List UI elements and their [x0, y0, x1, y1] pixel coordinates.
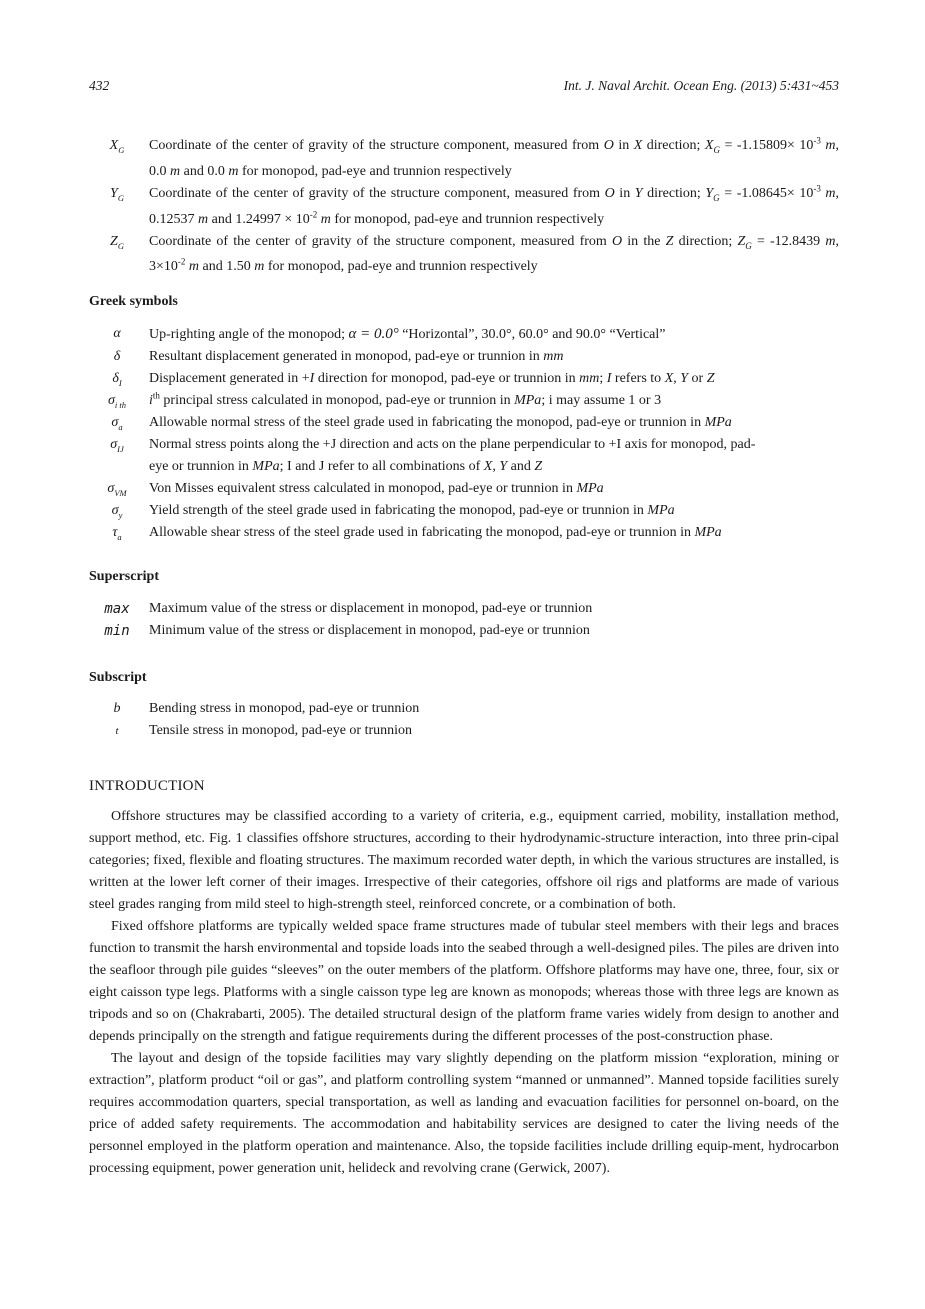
nomenclature-row: $\sigma_y$ Yield strength of the steel grade used in fabricating the monopod, pad-eye or trunnion in MPa [89, 500, 839, 522]
nomenclature-row [89, 183, 839, 231]
paragraph: The layout and design of the topside facilities may vary slightly depending on the platform mission “exploration, mining or extraction”, platform product “oil or gas”, and platform controlling system “manned or unmanned”. Manned topside facilities surely requires accommodation quarters, special transportation, as well as landing and evacuation facilities for personnel on-board, on the price of added safety requirements. The accommodation and habitability services are designed to cater the living needs of the personnel employed in the platform operation and maintenance. Also, the topside facilities include drilling equip-ment, hydrocarbon processing equipment, power generation unit, helideck and revolving crane (Gerwick, 2007). [89, 1051, 839, 1176]
superscript-heading: Superscript [89, 569, 159, 584]
page-number: 432 [89, 78, 110, 93]
nomenclature-symbol: $\sigma_{IJ}$ [110, 437, 124, 454]
nomenclature-symbol: t [115, 725, 119, 737]
nomenclature-symbol: α [113, 326, 121, 341]
nomenclature-symbol: $\sigma_{i th}$ [107, 393, 126, 410]
nomenclature-symbol: $\sigma_a$ [111, 415, 123, 432]
nomenclature-row [89, 135, 839, 183]
page-header [89, 78, 839, 98]
nomenclature-row: α Up-righting angle of the monopod; α = 0.0° “Horizontal”, 30.0°, 60.0° and 90.0° “Vertical” [89, 323, 839, 346]
superscript-nomenclature [89, 598, 839, 642]
subscript-nomenclature [89, 698, 839, 742]
nomenclature-row: max Maximum value of the stress or displacement in monopod, pad-eye or trunnion [89, 598, 839, 620]
nomenclature-symbol: b [113, 701, 121, 716]
nomenclature-description: Coordinate of the center of gravity of the structure component, measured from O in the Z direction; $Z_G = -12.8439$ m, $3\times 10^{-2}$ m and 1.50 m for monopod, pad-eye and trunnion respectively [149, 233, 839, 275]
introduction-heading: INTRODUCTION [89, 778, 205, 794]
nomenclature-symbol: $Y_G$ [110, 185, 124, 203]
nomenclature-row: $\delta_I$ Displacement generated in +I direction for monopod, pad-eye or trunnion in mm; I refers to X, Y or Z [89, 368, 839, 390]
nomenclature-row: min Minimum value of the stress or displacement in monopod, pad-eye or trunnion [89, 620, 839, 642]
nomenclature-row [89, 231, 839, 279]
greek-nomenclature [89, 323, 839, 544]
nomenclature-symbol: max [104, 601, 130, 617]
introduction-body [89, 806, 839, 1180]
nomenclature-symbol: δ [113, 349, 121, 364]
nomenclature-row: t Tensile stress in monopod, pad-eye or trunnion [89, 720, 839, 742]
nomenclature-row: b Bending stress in monopod, pad-eye or trunnion [89, 698, 839, 720]
nomenclature-row: $\sigma_{VM}$ Von Misses equivalent stress calculated in monopod, pad-eye or trunnion in MPa [89, 478, 839, 500]
nomenclature-row: $\sigma_{i th}$ $i^{th}$ principal stress calculated in monopod, pad-eye or trunnion in MPa; i may assume 1 or 3 [89, 390, 839, 412]
nomenclature-description: Coordinate of the center of gravity of the structure component, measured from O in Y direction; $Y_G = -1.08645\times 10^{-3}$ m, 0.12537 m and $1.24997 \times 10^{-2}$ m for monopod, pad-eye and trunnion respectively [149, 183, 840, 227]
paragraph: Fixed offshore platforms are typically welded space frame structures made of tubular steel members with their legs and braces function to transmit the harsh environmental and topside loads into the seabed through a well-designed piles. The piles are driven into the seafloor through pile guides “sleeves” on the outer members of the platform. Offshore platforms may have one, three, four, six or eight caisson type legs. Platforms with a single caisson type leg are known as monopods; whereas those with three legs are known as tripods and so on (Chakrabarti, 2005). The detailed structural design of the platform frame varies widely from design to another and depends principally on the strength and fatigue requirements during the different processes of the post-construction phase. [89, 919, 839, 1044]
paragraph: Offshore structures may be classified according to a variety of criteria, e.g., equipment carried, mobility, installation method, support method, etc. Fig. 1 classifies offshore structures, according to their hydrodynamic-structure interaction, into three prin-cipal categories; fixed, flexible and floating structures. The maximum recorded water depth, in which the various structures are installed, is written at the lower left corner of their images. Irrespective of their categories, offshore oil rigs and platforms are made of various steel grades ranging from mild steel to high-strength steel, reinforced concrete, or a combination of both. [89, 809, 839, 912]
nomenclature-symbol: min [104, 623, 130, 639]
nomenclature-symbol: $Z_G$ [110, 233, 124, 251]
nomenclature-row: $\tau_a$ Allowable shear stress of the steel grade used in fabricating the monopod, pad-eye or trunnion in MPa [89, 522, 839, 544]
nomenclature-symbol: $X_G$ [109, 138, 125, 155]
nomenclature-row: δ Resultant displacement generated in monopod, pad-eye or trunnion in mm [89, 346, 839, 368]
subscript-heading: Subscript [89, 670, 147, 685]
nomenclature-row: $\sigma_{IJ}$ Normal stress points along the +J direction and acts on the plane perpendicular to +I axis for monopod, pad- eye or trunnion in MPa; I and J refer to all combinations of X, Y and Z [89, 434, 839, 478]
journal-citation: Int. J. Naval Archit. Ocean Eng. (2013) 5:431~453 [563, 78, 839, 93]
nomenclature-description: Coordinate of the center of gravity of the structure component, measured from O in X direction; $X_G = -1.15809\times 10^{-3}$ m, 0.0 m and 0.0 m for monopod, pad-eye and trunnion respectively [149, 135, 840, 179]
nomenclature-symbol: $\sigma_y$ [111, 503, 123, 520]
nomenclature-symbol: $\tau_a$ [112, 525, 122, 542]
nomenclature-symbol: $\delta_I$ [112, 371, 122, 388]
nomenclature-symbol: $\sigma_{VM}$ [107, 481, 127, 498]
greek-symbols-heading: Greek symbols [89, 294, 178, 309]
nomenclature-row: $\sigma_a$ Allowable normal stress of the steel grade used in fabricating the monopod, pad-eye or trunnion in MPa [89, 412, 839, 434]
coordinate-nomenclature [89, 135, 839, 278]
